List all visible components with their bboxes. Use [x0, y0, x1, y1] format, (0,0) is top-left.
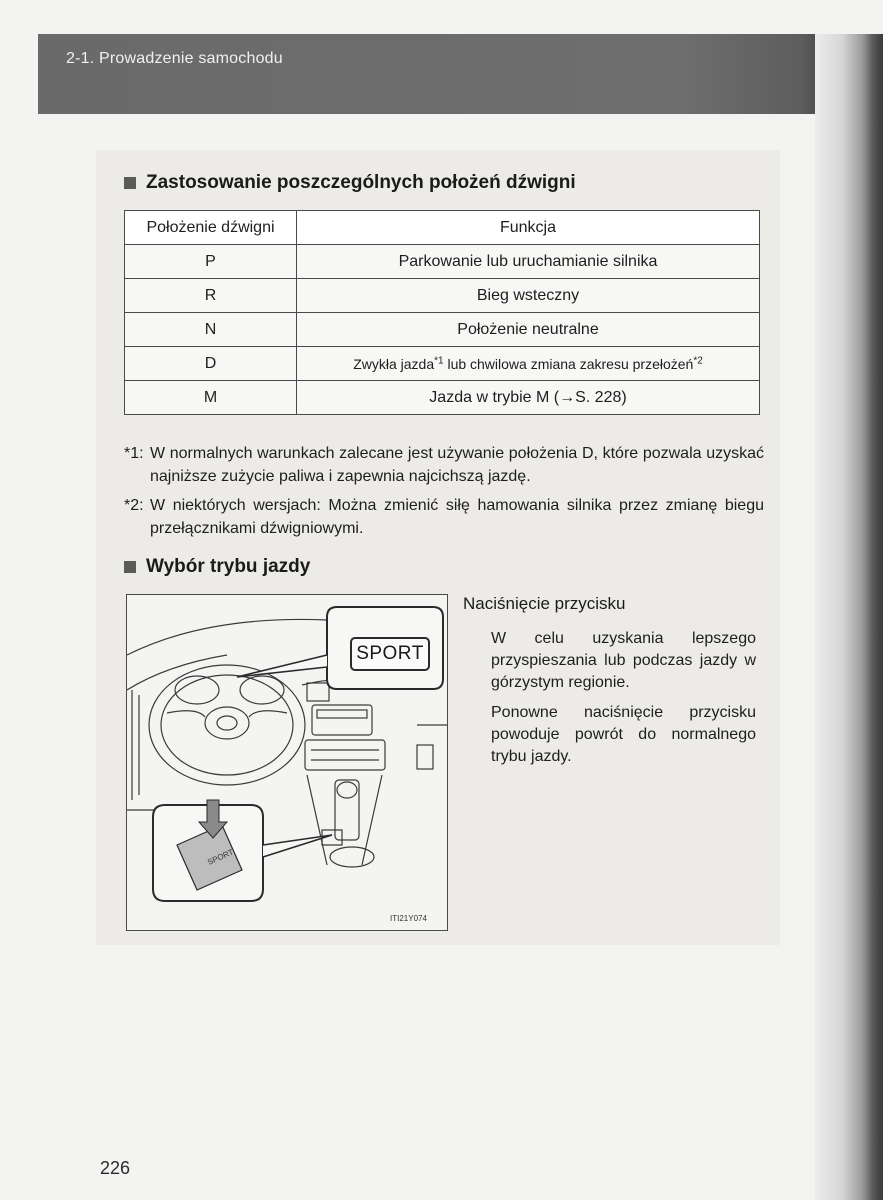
square-bullet-icon: [124, 561, 136, 573]
column-header-position: Położenie dźwigni: [125, 211, 297, 245]
footnote-mark: *2:: [124, 497, 144, 514]
table-row: [125, 347, 760, 381]
table-row: [125, 313, 760, 347]
footnote-text: W normalnych warunkach zalecane jest używanie położenia D, które pozwala uzyskać najniższe zużycie paliwa i zapewnia najcichszą jazdę.: [150, 445, 764, 485]
cell-position: R: [125, 279, 297, 313]
function-text: Zwykła jazda: [353, 355, 435, 372]
table-header-row: [125, 211, 760, 245]
page-number: 226: [100, 1158, 131, 1178]
cell-function: [297, 347, 760, 381]
sport-badge: SPORT: [350, 637, 430, 671]
function-text: lub chwilowa zmiana zakresu przełożeń: [443, 355, 694, 372]
footnote-text: W niektórych wersjach: Można zmienić siłę hamowania silnika przez zmianę biegu przełącznikami dźwigniowymi.: [150, 497, 764, 537]
table-row: [125, 245, 760, 279]
footnote-mark: *1: [434, 354, 444, 366]
lever-positions-table: [124, 210, 760, 415]
section-heading-mode: [124, 556, 310, 578]
chapter-title: 2-1. Prowadzenie samochodu: [66, 50, 283, 67]
table-row: [125, 279, 760, 313]
section-heading-text: Zastosowanie poszczególnych położeń dźwigni: [146, 172, 576, 193]
table-row: [125, 381, 760, 415]
footnote-mark: *2: [693, 354, 703, 366]
section-heading-positions: [124, 172, 576, 194]
cell-position: N: [125, 313, 297, 347]
cell-position: P: [125, 245, 297, 279]
square-bullet-icon: [124, 177, 136, 189]
footnote-2: [124, 494, 764, 540]
section-heading-text: Wybór trybu jazdy: [146, 556, 311, 577]
cell-position: M: [125, 381, 297, 415]
press-title: Naciśnięcie przycisku: [463, 594, 626, 613]
cell-position: D: [125, 347, 297, 381]
sport-button-label: SPORT: [206, 847, 235, 867]
cell-function: Parkowanie lub uruchamianie silnika: [297, 245, 760, 279]
page-edge-shadow: [815, 34, 883, 1200]
cell-function: Bieg wsteczny: [297, 279, 760, 313]
header-band: [38, 34, 843, 114]
cell-function: Położenie neutralne: [297, 313, 760, 347]
column-header-function: Funkcja: [297, 211, 760, 245]
press-paragraph-2: Ponowne naciśnięcie przycisku powoduje powrót do normalnego trybu jazdy.: [491, 704, 756, 765]
figure-code: ITI21Y074: [390, 914, 427, 923]
press-paragraph-1: W celu uzyskania lepszego przyspieszania lub podczas jazdy w górzystym regionie.: [491, 630, 756, 691]
cell-function: Jazda w trybie M (→S. 228): [297, 381, 760, 415]
footnote-1: [124, 442, 764, 488]
footnote-mark: *1:: [124, 445, 144, 462]
